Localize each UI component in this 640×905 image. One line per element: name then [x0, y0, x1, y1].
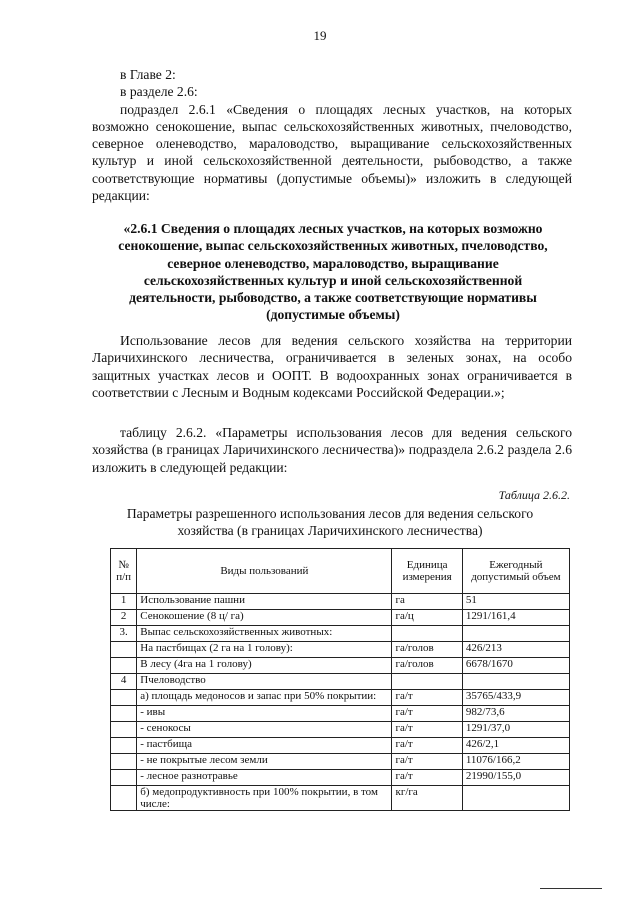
cell-volume: 11076/166,2	[462, 754, 569, 770]
usage-text: Использование лесов для ведения сельского хозяйства на территории Ларичихинского лесничества, ограничивается в зеленых зонах, на особо защитных участках лесов и ООПТ. В водоохранных зонах ограничивается в соответствии с Лесным и Водным кодексами Российской Федерации.»;	[92, 333, 572, 400]
cell-volume: 21990/155,0	[462, 770, 569, 786]
cell-unit: га/т	[392, 738, 462, 754]
cell-name: а) площадь медоносов и запас при 50% покрытии:	[137, 690, 392, 706]
cell-name: - сенокосы	[137, 722, 392, 738]
cell-num: 3.	[111, 626, 137, 642]
table-row	[111, 626, 570, 642]
cell-volume	[462, 626, 569, 642]
cell-num	[111, 722, 137, 738]
table-instruction-paragraph	[92, 424, 572, 476]
cell-unit: га/т	[392, 690, 462, 706]
cell-name: - лесное разнотравье	[137, 770, 392, 786]
cell-num: 4	[111, 674, 137, 690]
cell-num	[111, 738, 137, 754]
cell-unit: га/голов	[392, 658, 462, 674]
cell-name: В лесу (4га на 1 голову)	[137, 658, 392, 674]
cell-volume	[462, 786, 569, 811]
cell-unit: га/т	[392, 722, 462, 738]
cell-volume: 426/2,1	[462, 738, 569, 754]
table-row	[111, 690, 570, 706]
cell-num	[111, 706, 137, 722]
page-number: 19	[313, 28, 327, 43]
cell-volume: 6678/1670	[462, 658, 569, 674]
cell-name: - не покрытые лесом земли	[137, 754, 392, 770]
cell-volume: 1291/37,0	[462, 722, 569, 738]
cell-num: 2	[111, 610, 137, 626]
intro-block	[92, 66, 572, 204]
table-row	[111, 738, 570, 754]
table-row	[111, 754, 570, 770]
parameters-table	[110, 548, 570, 811]
cell-num	[111, 786, 137, 811]
cell-unit	[392, 626, 462, 642]
chapter-line: в Главе 2:	[120, 67, 176, 82]
cell-volume: 35765/433,9	[462, 690, 569, 706]
table-body	[111, 594, 570, 811]
cell-volume: 982/73,6	[462, 706, 569, 722]
cell-unit: га/ц	[392, 610, 462, 626]
cell-name: б) медопродуктивность при 100% покрытии, в том числе:	[137, 786, 392, 811]
table-row	[111, 594, 570, 610]
cell-num	[111, 658, 137, 674]
table-row	[111, 658, 570, 674]
table-row	[111, 786, 570, 811]
header-num: № п/п	[111, 549, 137, 594]
signature-line	[540, 888, 602, 889]
cell-volume	[462, 674, 569, 690]
cell-volume: 1291/161,4	[462, 610, 569, 626]
cell-volume: 426/213	[462, 642, 569, 658]
table-row	[111, 706, 570, 722]
cell-unit: га	[392, 594, 462, 610]
cell-name: - пастбища	[137, 738, 392, 754]
header-volume: Ежегодный допустимый объем	[462, 549, 569, 594]
cell-unit: га/т	[392, 706, 462, 722]
cell-num	[111, 642, 137, 658]
header-unit: Единица измерения	[392, 549, 462, 594]
cell-unit: га/т	[392, 770, 462, 786]
cell-num	[111, 754, 137, 770]
table-instruction-text: таблицу 2.6.2. «Параметры использования лесов для ведения сельского хозяйства (в границах Ларичихинского лесничества)» подраздела 2.6.2 раздела 2.6 изложить в следующей редакции:	[92, 425, 572, 475]
cell-unit: га/т	[392, 754, 462, 770]
cell-name: На пастбищах (2 га на 1 голову):	[137, 642, 392, 658]
table-header-row	[111, 549, 570, 594]
cell-name: Выпас сельскохозяйственных животных:	[137, 626, 392, 642]
header-name: Виды пользований	[137, 549, 392, 594]
cell-num	[111, 690, 137, 706]
cell-unit: кг/га	[392, 786, 462, 811]
cell-num: 1	[111, 594, 137, 610]
cell-volume: 51	[462, 594, 569, 610]
table-row	[111, 610, 570, 626]
cell-name: Сенокошение (8 ц/ га)	[137, 610, 392, 626]
table-row	[111, 770, 570, 786]
cell-unit: га/голов	[392, 642, 462, 658]
table-row	[111, 722, 570, 738]
table-row	[111, 642, 570, 658]
cell-name: - ивы	[137, 706, 392, 722]
cell-name: Использование пашни	[137, 594, 392, 610]
table-title: Параметры разрешенного использования лесов для ведения сельского хозяйства (в границах Ларичихинского лесничества)	[126, 506, 534, 538]
cell-name: Пчеловодство	[137, 674, 392, 690]
table-row	[111, 674, 570, 690]
cell-num	[111, 770, 137, 786]
cell-unit	[392, 674, 462, 690]
usage-paragraph	[92, 332, 572, 401]
section-line: в разделе 2.6:	[120, 84, 198, 100]
section-heading: «2.6.1 Сведения о площадях лесных участков, на которых возможно сенокошение, выпас сельскохозяйственных животных, пчеловодство, северное оленеводство, мараловодство, выращивание сельскохозяйственных культур и иной сельскохозяйственной деятельности, рыбоводство, а также соответствующие нормативы (допустимые объемы)	[118, 221, 548, 323]
subsection-instruction: подраздел 2.6.1 «Сведения о площадях лесных участков, на которых возможно сенокошение, выпас сельскохозяйственных животных, пчеловодство, северное оленеводство, мараловодство, выращивание сельскохозяйственных культур и иной сельскохозяйственной деятельности, рыбоводство, а также соответствующие нормативы (допустимые объемы)» изложить в следующей редакции:	[92, 101, 572, 204]
table-label: Таблица 2.6.2.	[498, 488, 570, 502]
